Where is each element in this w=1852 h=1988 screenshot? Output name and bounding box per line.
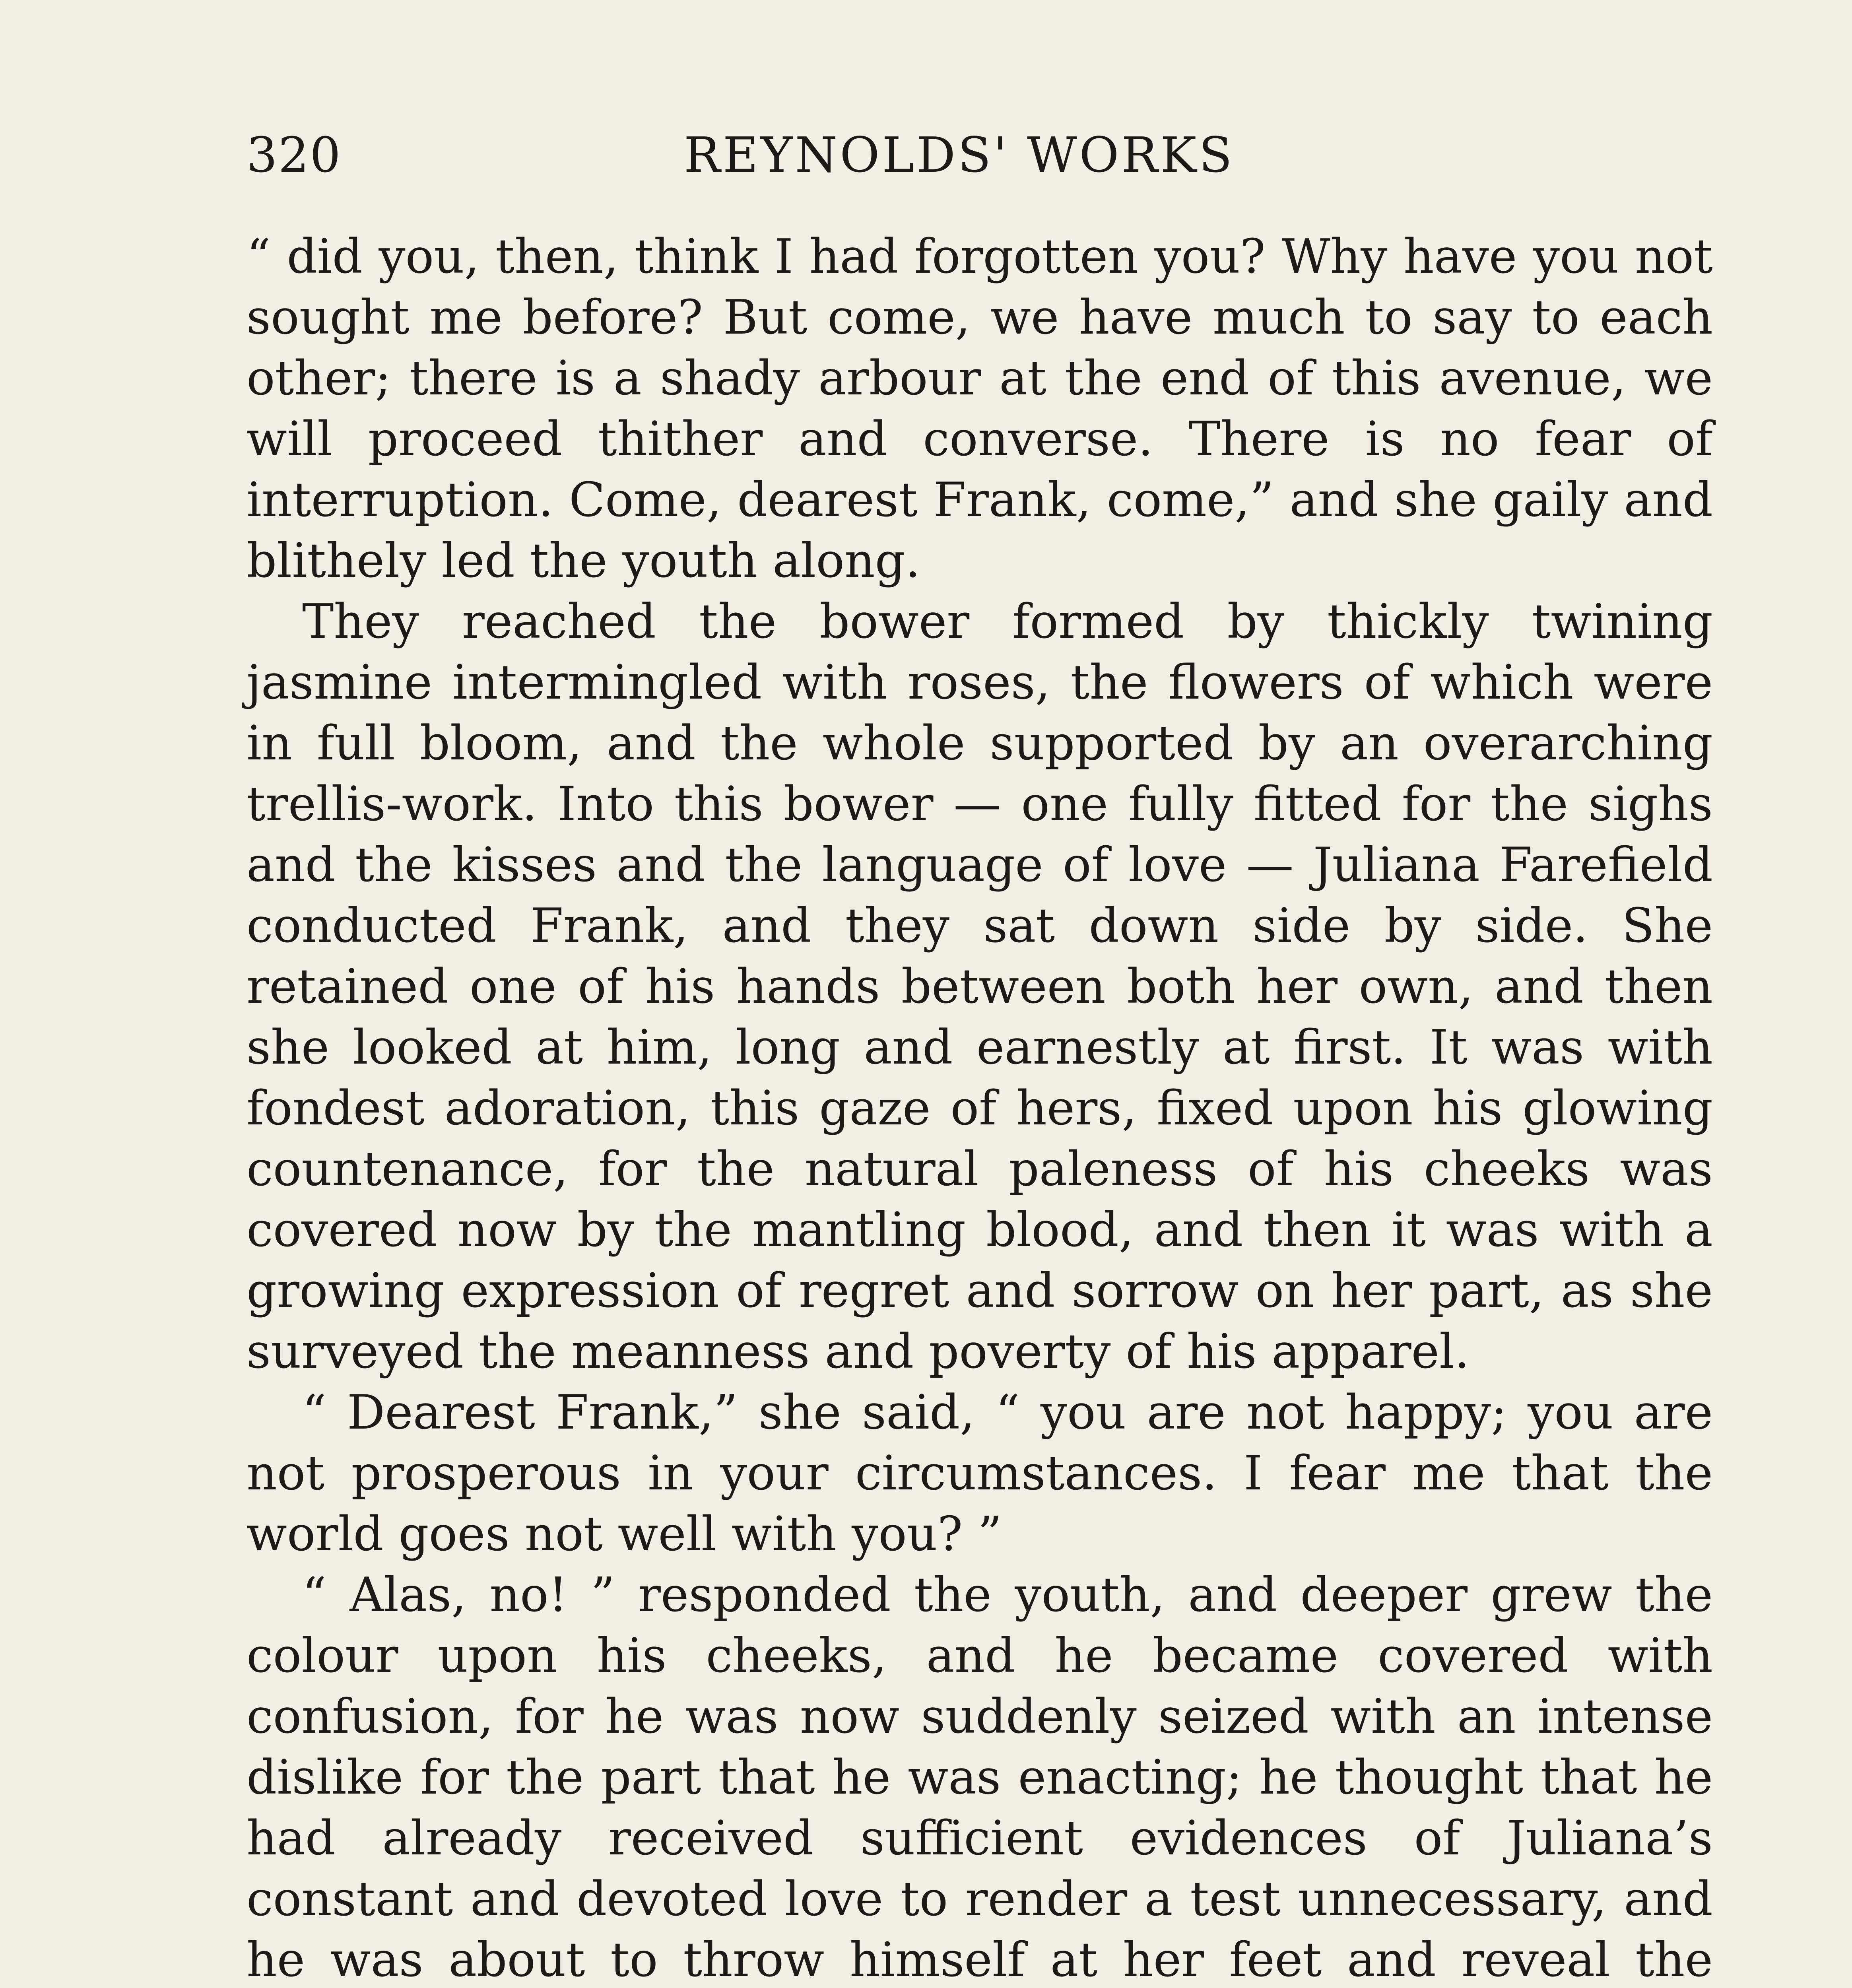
- body-text: [247, 227, 1713, 1988]
- running-title: REYNOLDS' WORKS: [684, 127, 1235, 183]
- running-head: [247, 119, 1713, 191]
- paragraph-2: They reached the bower formed by thickly twining jasmine intermingled with roses, the flowers of which were in full bloom, and the whole supported by an overarching trellis-work. Into this bower — one fully fitted for the sighs and the kisses and the language of love — Juliana Farefield conducted Frank, and they sat down side by side. She retained one of his hands between both her own, and then she looked at him, long and earnestly at first. It was with fondest adoration, this gaze of hers, fixed upon his glowing countenance, for the natural paleness of his cheeks was covered now by the mantling blood, and then it was with a growing expression of regret and sorrow on her part, as she surveyed the meanness and poverty of his apparel.: [247, 594, 1713, 1379]
- paragraph-4: “ Alas, no! ” responded the youth, and deeper grew the colour upon his cheeks, and he became covered with confusion, for he was now suddenly seized with an intense dislike for the part that he was enacting; he thought that he had already received sufficient evidences of Juliana’s constant and devoted love to render a test unnecessary, and he was about to throw himself at her feet and reveal the: [247, 1568, 1713, 1988]
- paragraph-1: “ did you, then, think I had forgotten you? Why have you not sought me before? But come, we have much to say to each other; there is a shady arbour at the end of this avenue, we will proceed thither and converse. There is no fear of interruption. Come, dearest Frank, come,” and she gaily and blithely led the youth along.: [247, 229, 1713, 588]
- page-number: 320: [247, 127, 342, 183]
- paragraph-3: “ Dearest Frank,” she said, “ you are not happy; you are not prosperous in your circumstances. I fear me that the world goes not well with you? ”: [247, 1385, 1713, 1562]
